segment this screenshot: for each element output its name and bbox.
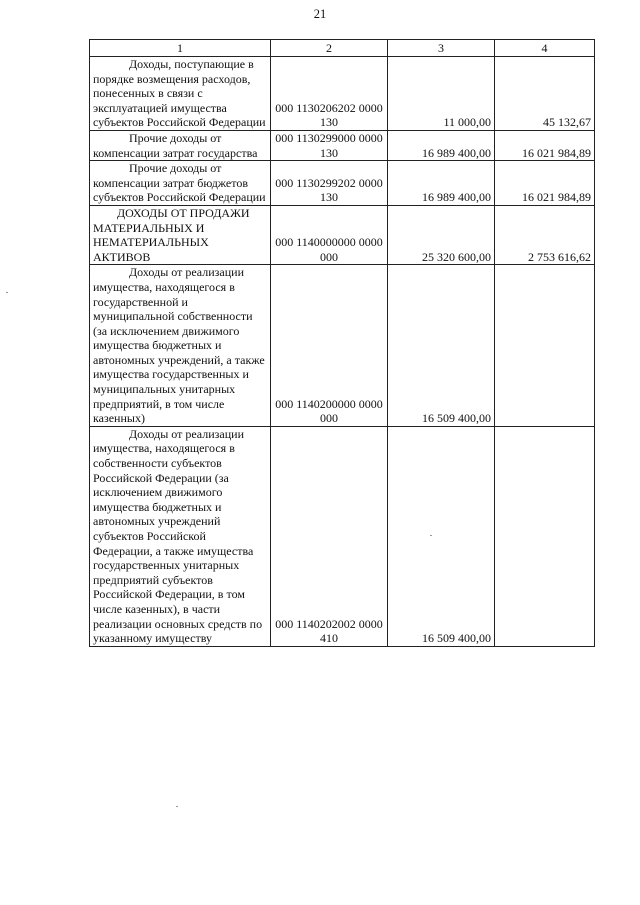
row-name [90, 426, 271, 646]
row-name-text: ДОХОДЫ ОТ ПРОДАЖИ МАТЕРИАЛЬНЫХ И НЕМАТЕРИАЛЬНЫХ АКТИВОВ [93, 205, 250, 264]
row-name-text: Прочие доходы от компенсации затрат бюджетов субъектов Российской Федерации [93, 161, 266, 205]
row-name-text: Доходы от реализации имущества, находящегося в собственности субъектов Российской Федерации (за исключением движимого имущества бюджетных и автономных учреждений субъектов Российской Федерации, а также имущества государственных унитарных предприятий субъектов Российской Федерации, в том числе казенных), в части реализации основных средств по указанному имуществу [93, 426, 263, 646]
scan-speck [6, 292, 8, 293]
row-col4: 2 753 616,62 [495, 205, 595, 264]
table-row [90, 205, 595, 264]
row-col4: 45 132,67 [495, 57, 595, 131]
row-col3: 11 000,00 [388, 57, 495, 131]
revenue-table [89, 39, 595, 647]
page-number: 21 [313, 7, 327, 21]
row-code: 000 1140200000 0000 000 [271, 265, 388, 427]
header-col-1: 1 [90, 40, 271, 57]
row-name-text: Доходы от реализации имущества, находящегося в государственной и муниципальной собственности (за исключением движимого имущества бюджетных и автономных учреждений, а также имущества государственных и муниципальных унитарных предприятий, в том числе казенных) [93, 265, 265, 426]
row-col4 [495, 265, 595, 427]
row-code: 000 1140000000 0000 000 [271, 205, 388, 264]
row-col3: 16 989 400,00 [388, 161, 495, 206]
row-col3: 16 509 400,00 [388, 265, 495, 427]
row-code: 000 1140202002 0000 410 [271, 426, 388, 646]
scan-speck [430, 535, 432, 536]
row-name-text: Прочие доходы от компенсации затрат государства [93, 130, 258, 160]
header-col-4: 4 [495, 40, 595, 57]
row-col4 [495, 426, 595, 646]
row-name [90, 130, 271, 160]
header-col-2: 2 [271, 40, 388, 57]
table-row [90, 130, 595, 160]
row-code: 000 1130299000 0000 130 [271, 130, 388, 160]
header-col-3: 3 [388, 40, 495, 57]
table-row [90, 161, 595, 206]
row-name [90, 161, 271, 206]
row-name [90, 265, 271, 427]
row-col3: 16 989 400,00 [388, 130, 495, 160]
row-name-text: Доходы, поступающие в порядке возмещения расходов, понесенных в связи с эксплуатацией имущества субъектов Российской Федерации [93, 57, 266, 130]
row-col3: 25 320 600,00 [388, 205, 495, 264]
row-code: 000 1130299202 0000 130 [271, 161, 388, 206]
table-row [90, 265, 595, 427]
row-code: 000 1130206202 0000 130 [271, 57, 388, 131]
row-name [90, 57, 271, 131]
header-row [90, 40, 595, 57]
row-col4: 16 021 984,89 [495, 130, 595, 160]
table-row [90, 426, 595, 646]
row-col4: 16 021 984,89 [495, 161, 595, 206]
table-row [90, 57, 595, 131]
row-name [90, 205, 271, 264]
scan-speck [176, 806, 178, 807]
row-col3: 16 509 400,00 [388, 426, 495, 646]
